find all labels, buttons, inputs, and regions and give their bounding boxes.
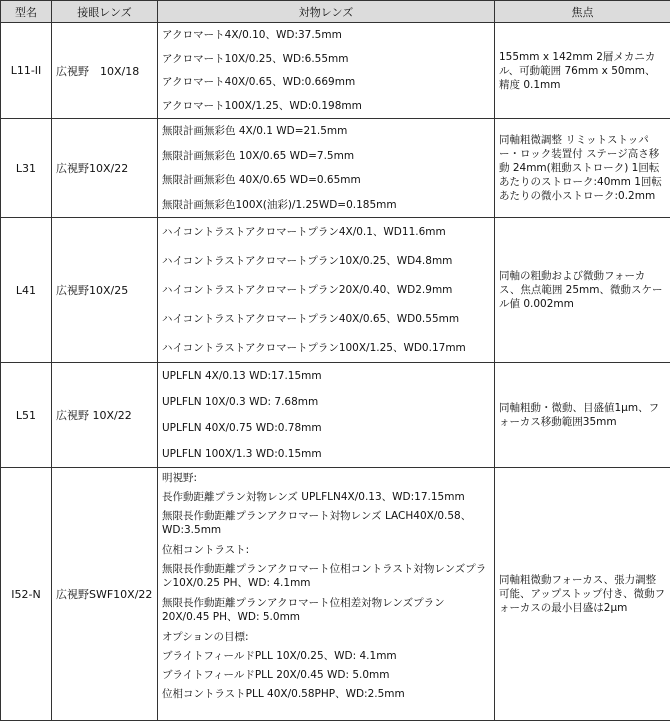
objective-item: 無限計画無彩色100X(油彩)/1.25WD=0.185mm (162, 198, 397, 211)
objective-item: ハイコントラストアクロマートプラン20X/0.40、WD2.9mm (162, 283, 453, 296)
table-row (1, 468, 670, 721)
objective-item: アクロマート10X/0.25、WD:6.55mm (162, 52, 349, 65)
objective-item: UPLFLN 40X/0.75 WD:0.78mm (162, 422, 322, 434)
table-row (1, 119, 670, 218)
table-row (1, 363, 670, 468)
objective-item: アクロマート40X/0.65、WD:0.669mm (162, 76, 356, 89)
objective-item: UPLFLN 10X/0.3 WD: 7.68mm (162, 396, 319, 408)
objective-item: アクロマート100X/1.25、WD:0.198mm (162, 100, 362, 113)
objective-cell (158, 23, 495, 119)
table-row (1, 23, 670, 119)
objective-item: 位相コントラストPLL 40X/0.58PHP、WD:2.5mm (162, 688, 405, 700)
header-objective: 対物レンズ (158, 1, 495, 23)
objective-item: UPLFLN 4X/0.13 WD:17.15mm (162, 370, 322, 382)
eyepiece-cell: 広視野10X/25 (52, 218, 158, 363)
model-cell: L11-II (1, 23, 52, 119)
objective-list (158, 468, 494, 720)
objective-cell (158, 363, 495, 468)
objective-group-heading: オプションの目標: (162, 631, 249, 643)
focus-cell: 同軸粗微動フォーカス、張力調整可能、アップストップ付き、微動フォーカスの最小目盛は2μm (495, 468, 670, 721)
focus-cell: 155mm x 142mm 2層メカニカル、可動範囲 76mm x 50mm、精度 0.1mm (495, 23, 670, 119)
objective-item: 無限長作動距離プランアクロマート対物レンズ LACH40X/0.58、WD:3.5mm (162, 510, 472, 536)
objective-item: 長作動距離プラン対物レンズ UPLFLN4X/0.13、WD:17.15mm (162, 491, 465, 503)
eyepiece-cell: 広視野 10X/18 (52, 23, 158, 119)
model-cell: I52-N (1, 468, 52, 721)
model-cell: L51 (1, 363, 52, 468)
objective-list (158, 23, 494, 118)
objective-list (158, 119, 494, 217)
header-eyepiece: 接眼レンズ (52, 1, 158, 23)
focus-cell: 同軸の粗動および微動フォーカス、焦点範囲 25mm、微動スケール値 0.002mm (495, 218, 670, 363)
objective-item: アクロマート4X/0.10、WD:37.5mm (162, 28, 342, 41)
header-model: 型名 (1, 1, 52, 23)
objective-item: 無限計画無彩色 4X/0.1 WD=21.5mm (162, 125, 348, 138)
objective-item: 無限長作動距離プランアクロマート位相差対物レンズプラン20X/0.45 PH、WD: 5.0mm (162, 597, 445, 623)
objective-item: 無限計画無彩色 40X/0.65 WD=0.65mm (162, 174, 361, 187)
objective-item: UPLFLN 100X/1.3 WD:0.15mm (162, 448, 322, 460)
objective-item: ブライトフィールドPLL 10X/0.25、WD: 4.1mm (162, 650, 397, 662)
objective-item: ハイコントラストアクロマートプラン40X/0.65、WD0.55mm (162, 312, 460, 325)
objective-item: ハイコントラストアクロマートプラン10X/0.25、WD4.8mm (162, 255, 453, 268)
model-cell: L31 (1, 119, 52, 218)
header-focus: 焦点 (495, 1, 670, 23)
model-cell: L41 (1, 218, 52, 363)
objective-item: 無限長作動距離プランアクロマート位相コントラスト対物レンズプラン10X/0.25 PH、WD: 4.1mm (162, 563, 487, 589)
objective-item: 無限計画無彩色 10X/0.65 WD=7.5mm (162, 149, 355, 162)
table-header-row (1, 1, 670, 23)
objective-item: ブライトフィールドPLL 20X/0.45 WD: 5.0mm (162, 669, 390, 681)
objective-item: ハイコントラストアクロマートプラン100X/1.25、WD0.17mm (162, 341, 466, 354)
objective-group-heading: 位相コントラスト: (162, 544, 250, 556)
objective-cell (158, 468, 495, 721)
focus-cell: 同軸粗動・微動、目盛値1μm、フォーカス移動範囲35mm (495, 363, 670, 468)
objective-cell (158, 218, 495, 363)
objective-list (158, 363, 494, 467)
objective-cell (158, 119, 495, 218)
table-row (1, 218, 670, 363)
eyepiece-cell: 広視野10X/22 (52, 119, 158, 218)
eyepiece-cell: 広視野 10X/22 (52, 363, 158, 468)
objective-list (158, 218, 494, 362)
objective-item: ハイコントラストアクロマートプラン4X/0.1、WD11.6mm (162, 226, 446, 239)
eyepiece-cell: 広視野SWF10X/22 (52, 468, 158, 721)
objective-group-heading: 明視野: (162, 472, 198, 484)
focus-cell: 同軸粗微調整 リミットストッパー・ロック装置付 ステージ高さ移動 24mm(粗動ストローク) 1回転あたりのストローク:40mm 1回転あたりの微小ストローク:0.2mm (495, 119, 670, 218)
